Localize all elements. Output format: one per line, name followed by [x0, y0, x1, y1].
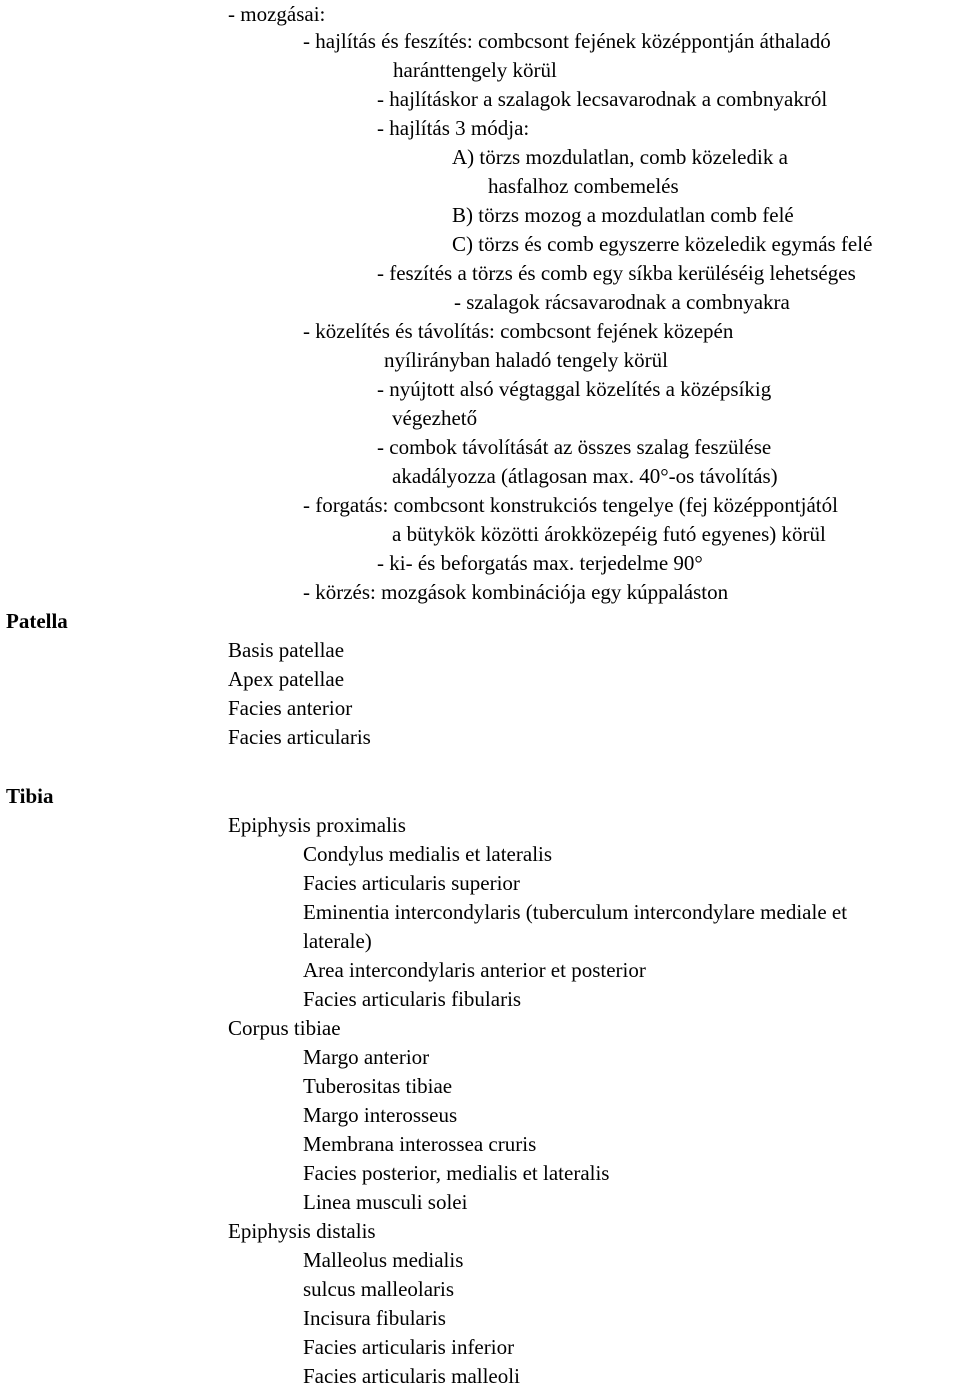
text-line: haránttengely körül: [393, 58, 557, 82]
text-line: A) törzs mozdulatlan, comb közeledik a: [452, 145, 788, 169]
tibia-item: Malleolus medialis: [303, 1248, 464, 1272]
text-line: - szalagok rácsavarodnak a combnyakra: [454, 290, 790, 314]
text-line: - körzés: mozgások kombinációja egy kúppaláston: [303, 580, 729, 604]
tibia-section: Epiphysis proximalis: [228, 813, 406, 837]
text-line: C) törzs és comb egyszerre közeledik egymás felé: [452, 232, 873, 256]
tibia-item: Membrana interossea cruris: [303, 1132, 537, 1156]
tibia-item: Incisura fibularis: [303, 1306, 446, 1330]
text-line: - ki- és beforgatás max. terjedelme 90°: [377, 551, 703, 575]
heading-tibia: Tibia: [6, 784, 54, 808]
text-line: akadályozza (átlagosan max. 40°-os távolítás): [392, 464, 778, 488]
tibia-item: Linea musculi solei: [303, 1190, 468, 1214]
tibia-item: laterale): [303, 929, 372, 953]
tibia-item: Eminentia intercondylaris (tuberculum intercondylare mediale et: [303, 900, 848, 924]
text-line: - mozgásai:: [228, 2, 326, 26]
text-line: nyílirányban haladó tengely körül: [384, 348, 669, 372]
text-line: - feszítés a törzs és comb egy síkba kerüléséig lehetséges: [377, 261, 856, 285]
text-line: - közelítés és távolítás: combcsont fejének közepén: [303, 319, 734, 343]
heading-patella: Patella: [6, 609, 68, 633]
text-line: - combok távolítását az összes szalag feszülése: [377, 435, 772, 459]
tibia-item: Area intercondylaris anterior et posterior: [303, 958, 646, 982]
text-line: - hajlításkor a szalagok lecsavarodnak a combnyakról: [377, 87, 828, 111]
tibia-item: Condylus medialis et lateralis: [303, 842, 553, 866]
tibia-item: Facies articularis fibularis: [303, 987, 522, 1011]
text-line: hasfalhoz combemelés: [488, 174, 679, 198]
tibia-item: Tuberositas tibiae: [303, 1074, 453, 1098]
text-line: - nyújtott alsó végtaggal közelítés a középsíkig: [377, 377, 772, 401]
tibia-item: Facies articularis superior: [303, 871, 520, 895]
patella-item: Apex patellae: [228, 667, 345, 691]
tibia-item: Facies posterior, medialis et lateralis: [303, 1161, 610, 1185]
patella-item: Basis patellae: [228, 638, 345, 662]
text-line: - hajlítás és feszítés: combcsont fejének középpontján áthaladó: [303, 29, 831, 53]
tibia-item: Margo anterior: [303, 1045, 430, 1069]
tibia-item: sulcus malleolaris: [303, 1277, 455, 1301]
text-line: - forgatás: combcsont konstrukciós tengelye (fej középpontjától: [303, 493, 838, 517]
tibia-item: Facies articularis inferior: [303, 1335, 515, 1359]
tibia-item: Margo interosseus: [303, 1103, 458, 1127]
text-line: a bütykök közötti árokközepéig futó egyenes) körül: [392, 522, 826, 546]
text-line: végezhető: [392, 406, 478, 430]
text-line: B) törzs mozog a mozdulatlan comb felé: [452, 203, 794, 227]
patella-item: Facies articularis: [228, 725, 371, 749]
tibia-section: Corpus tibiae: [228, 1016, 341, 1040]
tibia-item: Facies articularis malleoli: [303, 1364, 520, 1388]
tibia-section: Epiphysis distalis: [228, 1219, 376, 1243]
patella-item: Facies anterior: [228, 696, 353, 720]
text-line: - hajlítás 3 módja:: [377, 116, 530, 140]
